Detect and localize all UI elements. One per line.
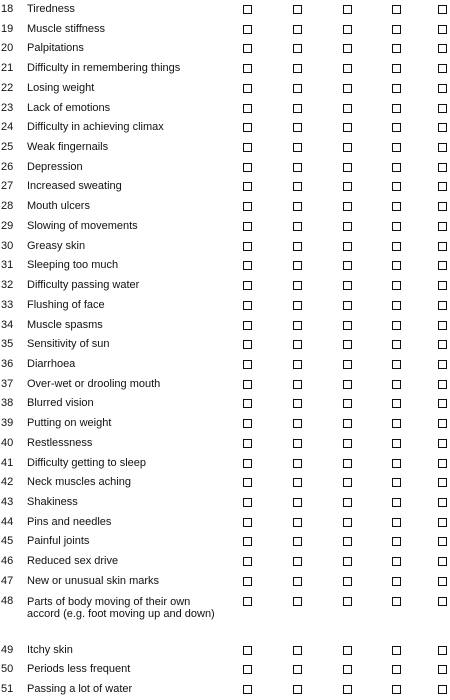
item-number: 38: [1, 397, 14, 410]
item-label: Mouth ulcers: [27, 200, 90, 213]
item-label: Blurred vision: [27, 397, 94, 410]
item-number: 34: [1, 318, 14, 331]
checkbox-option-3[interactable]: [343, 557, 352, 566]
checkbox-option-5[interactable]: [438, 281, 447, 290]
checkbox-option-2[interactable]: [293, 537, 302, 546]
checkbox-option-1[interactable]: [243, 478, 252, 487]
checkbox-option-5[interactable]: [438, 459, 447, 468]
checkbox-option-5[interactable]: [438, 222, 447, 231]
item-number: 29: [1, 219, 14, 232]
symptom-row: [0, 355, 450, 375]
item-number: 18: [1, 3, 14, 15]
checkbox-option-5[interactable]: [438, 163, 447, 172]
symptom-row: [0, 59, 450, 79]
checkbox-option-3[interactable]: [343, 478, 352, 487]
checkbox-option-4[interactable]: [392, 104, 401, 113]
checkbox-option-2[interactable]: [293, 478, 302, 487]
item-number: 32: [1, 279, 14, 292]
checkbox-option-3[interactable]: [343, 537, 352, 546]
checkbox-option-1[interactable]: [243, 597, 252, 606]
item-number: 48: [1, 594, 14, 607]
checkbox-option-2[interactable]: [293, 597, 302, 606]
checkbox-option-1[interactable]: [243, 44, 252, 53]
checkbox-option-3[interactable]: [343, 84, 352, 93]
item-number: 21: [1, 62, 14, 75]
checkbox-option-3[interactable]: [343, 143, 352, 152]
checkbox-option-1[interactable]: [243, 665, 252, 674]
checkbox-option-4[interactable]: [392, 518, 401, 527]
checkbox-option-4[interactable]: [392, 242, 401, 251]
item-label: Itchy skin: [27, 643, 73, 656]
symptom-row: [0, 335, 450, 355]
item-number: 50: [1, 663, 14, 676]
item-number: 42: [1, 476, 14, 489]
checkbox-option-5[interactable]: [438, 25, 447, 34]
symptom-row: [0, 316, 450, 336]
checkbox-option-3[interactable]: [343, 518, 352, 527]
checkbox-option-3[interactable]: [343, 5, 352, 14]
symptom-row: [0, 118, 450, 138]
item-number: 40: [1, 436, 14, 449]
checkbox-option-3[interactable]: [343, 25, 352, 34]
item-label: Tiredness: [27, 3, 75, 15]
checkbox-option-4[interactable]: [392, 597, 401, 606]
item-label: Shakiness: [27, 495, 78, 508]
item-number: 46: [1, 555, 14, 568]
checkbox-option-1[interactable]: [243, 577, 252, 586]
checkbox-option-5[interactable]: [438, 597, 447, 606]
symptom-row: [0, 641, 450, 661]
checkbox-option-2[interactable]: [293, 64, 302, 73]
item-label: Difficulty getting to sleep: [27, 456, 147, 469]
checkbox-option-4[interactable]: [392, 439, 401, 448]
symptom-row: [0, 414, 450, 434]
checkbox-option-2[interactable]: [293, 202, 302, 211]
item-label: Putting on weight: [27, 417, 112, 430]
checkbox-option-2[interactable]: [293, 646, 302, 655]
checkbox-option-4[interactable]: [392, 5, 401, 14]
checkbox-option-5[interactable]: [438, 301, 447, 310]
checkbox-option-2[interactable]: [293, 281, 302, 290]
checkbox-option-3[interactable]: [343, 202, 352, 211]
checkbox-option-2[interactable]: [293, 665, 302, 674]
checkbox-option-1[interactable]: [243, 143, 252, 152]
checkbox-option-1[interactable]: [243, 301, 252, 310]
item-label: Sensitivity of sun: [27, 338, 110, 351]
checkbox-option-3[interactable]: [343, 419, 352, 428]
checkbox-option-1[interactable]: [243, 459, 252, 468]
symptom-row: [0, 99, 450, 119]
checkbox-option-3[interactable]: [343, 242, 352, 251]
item-label: Diarrhoea: [27, 357, 76, 370]
item-label: Difficulty passing water: [27, 279, 140, 292]
symptom-row: [0, 493, 450, 513]
symptom-row: [0, 39, 450, 59]
item-label: Periods less frequent: [27, 663, 131, 676]
item-number: 41: [1, 456, 14, 469]
checkbox-option-4[interactable]: [392, 537, 401, 546]
item-number: 19: [1, 22, 14, 35]
checkbox-option-1[interactable]: [243, 380, 252, 389]
checkbox-option-5[interactable]: [438, 380, 447, 389]
checkbox-option-3[interactable]: [343, 301, 352, 310]
checkbox-option-1[interactable]: [243, 182, 252, 191]
checkbox-option-2[interactable]: [293, 360, 302, 369]
checkbox-option-3[interactable]: [343, 646, 352, 655]
checkbox-option-2[interactable]: [293, 399, 302, 408]
checkbox-option-5[interactable]: [438, 340, 447, 349]
symptom-row: [0, 552, 450, 572]
item-label: Flushing of face: [27, 298, 105, 311]
checkbox-option-3[interactable]: [343, 498, 352, 507]
checkbox-option-2[interactable]: [293, 44, 302, 53]
symptom-row: [0, 177, 450, 197]
checkbox-option-5[interactable]: [438, 261, 447, 270]
checkbox-option-1[interactable]: [243, 537, 252, 546]
checkbox-option-5[interactable]: [438, 518, 447, 527]
item-number: 43: [1, 495, 14, 508]
checkbox-option-5[interactable]: [438, 557, 447, 566]
item-label: Lack of emotions: [27, 101, 111, 114]
checkbox-option-3[interactable]: [343, 459, 352, 468]
checkbox-option-3[interactable]: [343, 321, 352, 330]
item-number: 45: [1, 535, 14, 548]
item-number: 24: [1, 121, 14, 134]
checkbox-option-1[interactable]: [243, 104, 252, 113]
item-label: Neck muscles aching: [27, 476, 131, 489]
symptom-row: [0, 158, 450, 178]
checkbox-option-2[interactable]: [293, 5, 302, 14]
checkbox-option-5[interactable]: [438, 242, 447, 251]
checkbox-option-2[interactable]: [293, 182, 302, 191]
symptom-row: [0, 434, 450, 454]
checkbox-option-5[interactable]: [438, 419, 447, 428]
checkbox-option-4[interactable]: [392, 143, 401, 152]
checkbox-option-5[interactable]: [438, 577, 447, 586]
checkbox-option-3[interactable]: [343, 665, 352, 674]
item-number: 22: [1, 81, 14, 94]
symptom-row: [0, 20, 450, 40]
item-number: 25: [1, 141, 14, 154]
checkbox-option-4[interactable]: [392, 340, 401, 349]
checkbox-option-4[interactable]: [392, 163, 401, 172]
checkbox-option-3[interactable]: [343, 44, 352, 53]
checkbox-option-4[interactable]: [392, 222, 401, 231]
item-label: Painful joints: [27, 535, 90, 548]
item-label: Weak fingernails: [27, 141, 109, 154]
checkbox-option-4[interactable]: [392, 281, 401, 290]
checkbox-option-4[interactable]: [392, 25, 401, 34]
checkbox-option-3[interactable]: [343, 439, 352, 448]
checkbox-option-3[interactable]: [343, 577, 352, 586]
checkbox-option-4[interactable]: [392, 182, 401, 191]
checkbox-option-4[interactable]: [392, 301, 401, 310]
symptom-row: [0, 197, 450, 217]
checkbox-option-3[interactable]: [343, 123, 352, 132]
checkbox-option-4[interactable]: [392, 577, 401, 586]
checkbox-option-2[interactable]: [293, 577, 302, 586]
checkbox-option-2[interactable]: [293, 261, 302, 270]
checkbox-option-1[interactable]: [243, 321, 252, 330]
checkbox-option-5[interactable]: [438, 84, 447, 93]
checkbox-option-1[interactable]: [243, 518, 252, 527]
checkbox-option-3[interactable]: [343, 64, 352, 73]
checkbox-option-2[interactable]: [293, 518, 302, 527]
checkbox-option-4[interactable]: [392, 380, 401, 389]
checkbox-option-2[interactable]: [293, 340, 302, 349]
item-label: Increased sweating: [27, 180, 122, 193]
item-label: Greasy skin: [27, 239, 86, 252]
checkbox-option-4[interactable]: [392, 202, 401, 211]
checkbox-option-4[interactable]: [392, 84, 401, 93]
checkbox-option-5[interactable]: [438, 665, 447, 674]
checkbox-option-3[interactable]: [343, 281, 352, 290]
checkbox-option-5[interactable]: [438, 478, 447, 487]
checkbox-option-5[interactable]: [438, 5, 447, 14]
checkbox-option-3[interactable]: [343, 261, 352, 270]
item-label: Muscle stiffness: [27, 22, 106, 35]
item-label: Muscle spasms: [27, 318, 103, 331]
checkbox-option-3[interactable]: [343, 360, 352, 369]
checkbox-option-1[interactable]: [243, 281, 252, 290]
checkbox-option-2[interactable]: [293, 439, 302, 448]
checkbox-option-4[interactable]: [392, 123, 401, 132]
checkbox-option-2[interactable]: [293, 104, 302, 113]
checkbox-option-1[interactable]: [243, 261, 252, 270]
checkbox-option-5[interactable]: [438, 321, 447, 330]
checkbox-option-2[interactable]: [293, 242, 302, 251]
checkbox-option-5[interactable]: [438, 537, 447, 546]
checkbox-option-1[interactable]: [243, 557, 252, 566]
checkbox-option-5[interactable]: [438, 439, 447, 448]
symptom-row: [0, 572, 450, 592]
symptom-row: [0, 592, 450, 641]
item-label: Sleeping too much: [27, 259, 119, 272]
item-number: 23: [1, 101, 14, 114]
checkbox-option-4[interactable]: [392, 360, 401, 369]
item-number: 51: [1, 683, 14, 695]
checkbox-option-5[interactable]: [438, 360, 447, 369]
checkbox-option-1[interactable]: [243, 242, 252, 251]
symptom-row: [0, 296, 450, 316]
checkbox-option-3[interactable]: [343, 222, 352, 231]
item-label: Reduced sex drive: [27, 555, 119, 568]
checkbox-option-5[interactable]: [438, 143, 447, 152]
checkbox-option-1[interactable]: [243, 439, 252, 448]
symptom-row: [0, 217, 450, 237]
checkbox-option-4[interactable]: [392, 64, 401, 73]
item-number: 33: [1, 298, 14, 311]
checkbox-option-2[interactable]: [293, 25, 302, 34]
checkbox-option-1[interactable]: [243, 340, 252, 349]
checkbox-option-4[interactable]: [392, 261, 401, 270]
item-label: Parts of body moving of their own accord (e.g. foot moving up and down): [27, 595, 215, 621]
symptom-row: [0, 276, 450, 296]
item-number: 31: [1, 259, 14, 272]
item-number: 49: [1, 643, 14, 656]
checkbox-option-1[interactable]: [243, 399, 252, 408]
checkbox-option-1[interactable]: [243, 498, 252, 507]
checkbox-option-1[interactable]: [243, 646, 252, 655]
symptom-row: [0, 375, 450, 395]
checkbox-option-1[interactable]: [243, 123, 252, 132]
checkbox-option-1[interactable]: [243, 64, 252, 73]
item-label: Palpitations: [27, 42, 84, 55]
checkbox-option-3[interactable]: [343, 380, 352, 389]
item-number: 36: [1, 357, 14, 370]
item-number: 27: [1, 180, 14, 193]
checkbox-option-3[interactable]: [343, 399, 352, 408]
checkbox-option-2[interactable]: [293, 163, 302, 172]
checkbox-option-4[interactable]: [392, 498, 401, 507]
checkbox-option-2[interactable]: [293, 123, 302, 132]
checkbox-option-1[interactable]: [243, 84, 252, 93]
symptom-row: [0, 513, 450, 533]
checkbox-option-5[interactable]: [438, 202, 447, 211]
checkbox-option-3[interactable]: [343, 104, 352, 113]
checkbox-option-3[interactable]: [343, 340, 352, 349]
checkbox-option-4[interactable]: [392, 557, 401, 566]
item-label: Difficulty in achieving climax: [27, 121, 164, 134]
checkbox-option-2[interactable]: [293, 143, 302, 152]
checkbox-option-1[interactable]: [243, 5, 252, 14]
checkbox-option-4[interactable]: [392, 44, 401, 53]
checkbox-option-5[interactable]: [438, 64, 447, 73]
checkbox-option-4[interactable]: [392, 399, 401, 408]
checkbox-option-2[interactable]: [293, 498, 302, 507]
checkbox-option-4[interactable]: [392, 646, 401, 655]
item-label: Slowing of movements: [27, 219, 138, 232]
checkbox-option-1[interactable]: [243, 360, 252, 369]
item-label: Difficulty in remembering things: [27, 62, 181, 75]
checkbox-option-2[interactable]: [293, 557, 302, 566]
symptom-row: [0, 394, 450, 414]
checkbox-option-2[interactable]: [293, 84, 302, 93]
checkbox-option-2[interactable]: [293, 321, 302, 330]
checkbox-option-1[interactable]: [243, 25, 252, 34]
item-label: Restlessness: [27, 436, 93, 449]
checkbox-option-4[interactable]: [392, 478, 401, 487]
item-number: 26: [1, 160, 14, 173]
item-number: 20: [1, 42, 14, 55]
checkbox-option-1[interactable]: [243, 202, 252, 211]
checkbox-option-5[interactable]: [438, 182, 447, 191]
checkbox-option-4[interactable]: [392, 419, 401, 428]
checkbox-option-5[interactable]: [438, 123, 447, 132]
checkbox-option-3[interactable]: [343, 182, 352, 191]
checkbox-option-3[interactable]: [343, 163, 352, 172]
symptom-row: [0, 473, 450, 493]
symptom-row: [0, 237, 450, 257]
checkbox-option-5[interactable]: [438, 399, 447, 408]
checkbox-option-2[interactable]: [293, 419, 302, 428]
item-label: New or unusual skin marks: [27, 574, 160, 587]
symptom-row: [0, 138, 450, 158]
checkbox-option-3[interactable]: [343, 597, 352, 606]
checkbox-option-2[interactable]: [293, 459, 302, 468]
item-number: 39: [1, 417, 14, 430]
symptom-row: [0, 0, 450, 20]
item-label: Over-wet or drooling mouth: [27, 377, 161, 390]
checkbox-option-4[interactable]: [392, 665, 401, 674]
symptom-row: [0, 79, 450, 99]
item-label: Losing weight: [27, 81, 95, 94]
checkbox-option-1[interactable]: [243, 419, 252, 428]
symptom-row: [0, 454, 450, 474]
checkbox-option-2[interactable]: [293, 380, 302, 389]
checkbox-option-2[interactable]: [293, 301, 302, 310]
item-number: 44: [1, 515, 14, 528]
item-number: 35: [1, 338, 14, 351]
checkbox-option-4[interactable]: [392, 459, 401, 468]
symptom-row: [0, 256, 450, 276]
item-number: 37: [1, 377, 14, 390]
checkbox-option-4[interactable]: [392, 321, 401, 330]
checkbox-option-5[interactable]: [438, 44, 447, 53]
checkbox-option-5[interactable]: [438, 498, 447, 507]
item-label: Depression: [27, 160, 83, 173]
checkbox-option-1[interactable]: [243, 222, 252, 231]
item-number: 30: [1, 239, 14, 252]
checkbox-option-1[interactable]: [243, 163, 252, 172]
checkbox-option-5[interactable]: [438, 646, 447, 655]
item-label: Pins and needles: [27, 515, 112, 528]
checkbox-option-5[interactable]: [438, 104, 447, 113]
item-number: 47: [1, 574, 14, 587]
checkbox-option-2[interactable]: [293, 222, 302, 231]
item-number: 28: [1, 200, 14, 213]
item-label: Passing a lot of water: [27, 683, 133, 695]
symptom-row: [0, 532, 450, 552]
symptom-row: [0, 660, 450, 680]
